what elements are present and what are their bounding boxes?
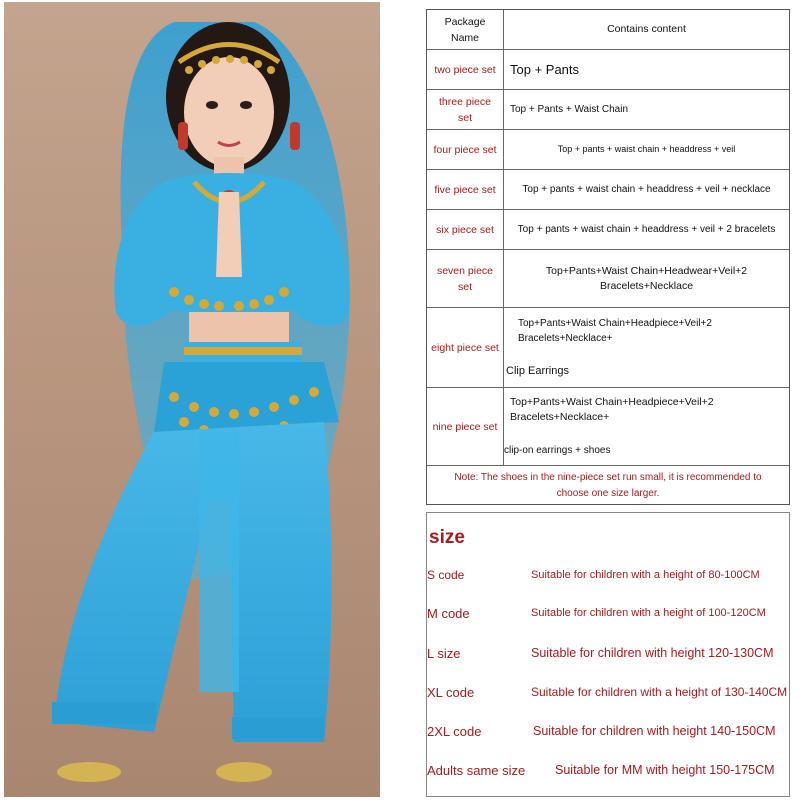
size-description: Suitable for MM with height 150-175CM: [555, 763, 775, 777]
package-content-line: clip-on earrings + shoes: [504, 445, 611, 456]
size-code: M code: [427, 605, 470, 621]
package-content-line: Top+Pants+Waist Chain+Headpiece+Veil+2 Bracelets+Necklace+: [510, 396, 714, 423]
package-content: Top + Pants + Waist Chain: [510, 104, 629, 115]
package-name: six piece set: [427, 210, 504, 249]
header-package-name: Package Name: [427, 10, 504, 49]
package-name: two piece set: [427, 50, 504, 89]
size-chart: [426, 512, 790, 797]
package-note: [427, 466, 789, 506]
package-content: [504, 388, 789, 465]
size-code: Adults same size: [427, 762, 526, 778]
size-row: [427, 760, 789, 780]
table-row: [427, 50, 789, 90]
belly-dance-costume-illustration: [4, 2, 380, 797]
table-row: [427, 130, 789, 170]
package-name: four piece set: [427, 130, 504, 169]
table-row: [427, 250, 789, 308]
size-row: [427, 682, 789, 702]
size-row: [427, 603, 789, 623]
size-code: 2XL code: [427, 723, 482, 739]
package-name: nine piece set: [427, 388, 504, 465]
note-text: Note: The shoes in the nine-piece set run small, it is recommended to choose one size larger.: [454, 472, 762, 499]
size-description: Suitable for children with height 120-130CM: [531, 646, 774, 660]
size-code: S code: [427, 568, 465, 582]
package-content: Top + Pants: [510, 62, 580, 77]
package-name: eight piece set: [427, 308, 504, 387]
package-content-line: Clip Earrings: [506, 365, 569, 377]
package-content: [504, 308, 789, 387]
table-row: [427, 210, 789, 250]
size-description: Suitable for children with a height of 80-100CM: [531, 569, 760, 581]
package-content-line: Top+Pants+Waist Chain+Headpiece+Veil+2 Bracelets+Necklace+: [518, 318, 712, 344]
size-description: Suitable for children with height 140-150CM: [533, 724, 776, 738]
size-code: L size: [427, 645, 461, 661]
package-name: seven piece set: [427, 250, 504, 307]
size-row: [427, 565, 789, 585]
table-row: [427, 170, 789, 210]
size-title: size: [429, 527, 465, 548]
package-name: three piece set: [427, 90, 504, 129]
package-content: Top+Pants+Waist Chain+Headwear+Veil+2 Bracelets+Necklace: [545, 264, 748, 292]
product-photo: [4, 2, 380, 797]
package-content: Top + pants + waist chain + headdress + veil + necklace: [522, 184, 771, 195]
size-description: Suitable for children with a height of 130-140CM: [531, 685, 788, 699]
header-contains-content: Contains content: [607, 23, 686, 35]
package-table: [426, 9, 790, 505]
package-table-header: [427, 10, 789, 50]
size-row: [427, 721, 789, 741]
table-row: [427, 388, 789, 466]
package-name: five piece set: [427, 170, 504, 209]
package-content: Top + pants + waist chain + headdress + veil: [557, 144, 736, 154]
size-row: [427, 643, 789, 663]
size-description: Suitable for children with a height of 100-120CM: [531, 607, 766, 619]
size-code: XL code: [427, 684, 475, 700]
table-row: [427, 90, 789, 130]
package-content: Top + pants + waist chain + headdress + veil + 2 bracelets: [517, 224, 776, 235]
table-row: [427, 308, 789, 388]
